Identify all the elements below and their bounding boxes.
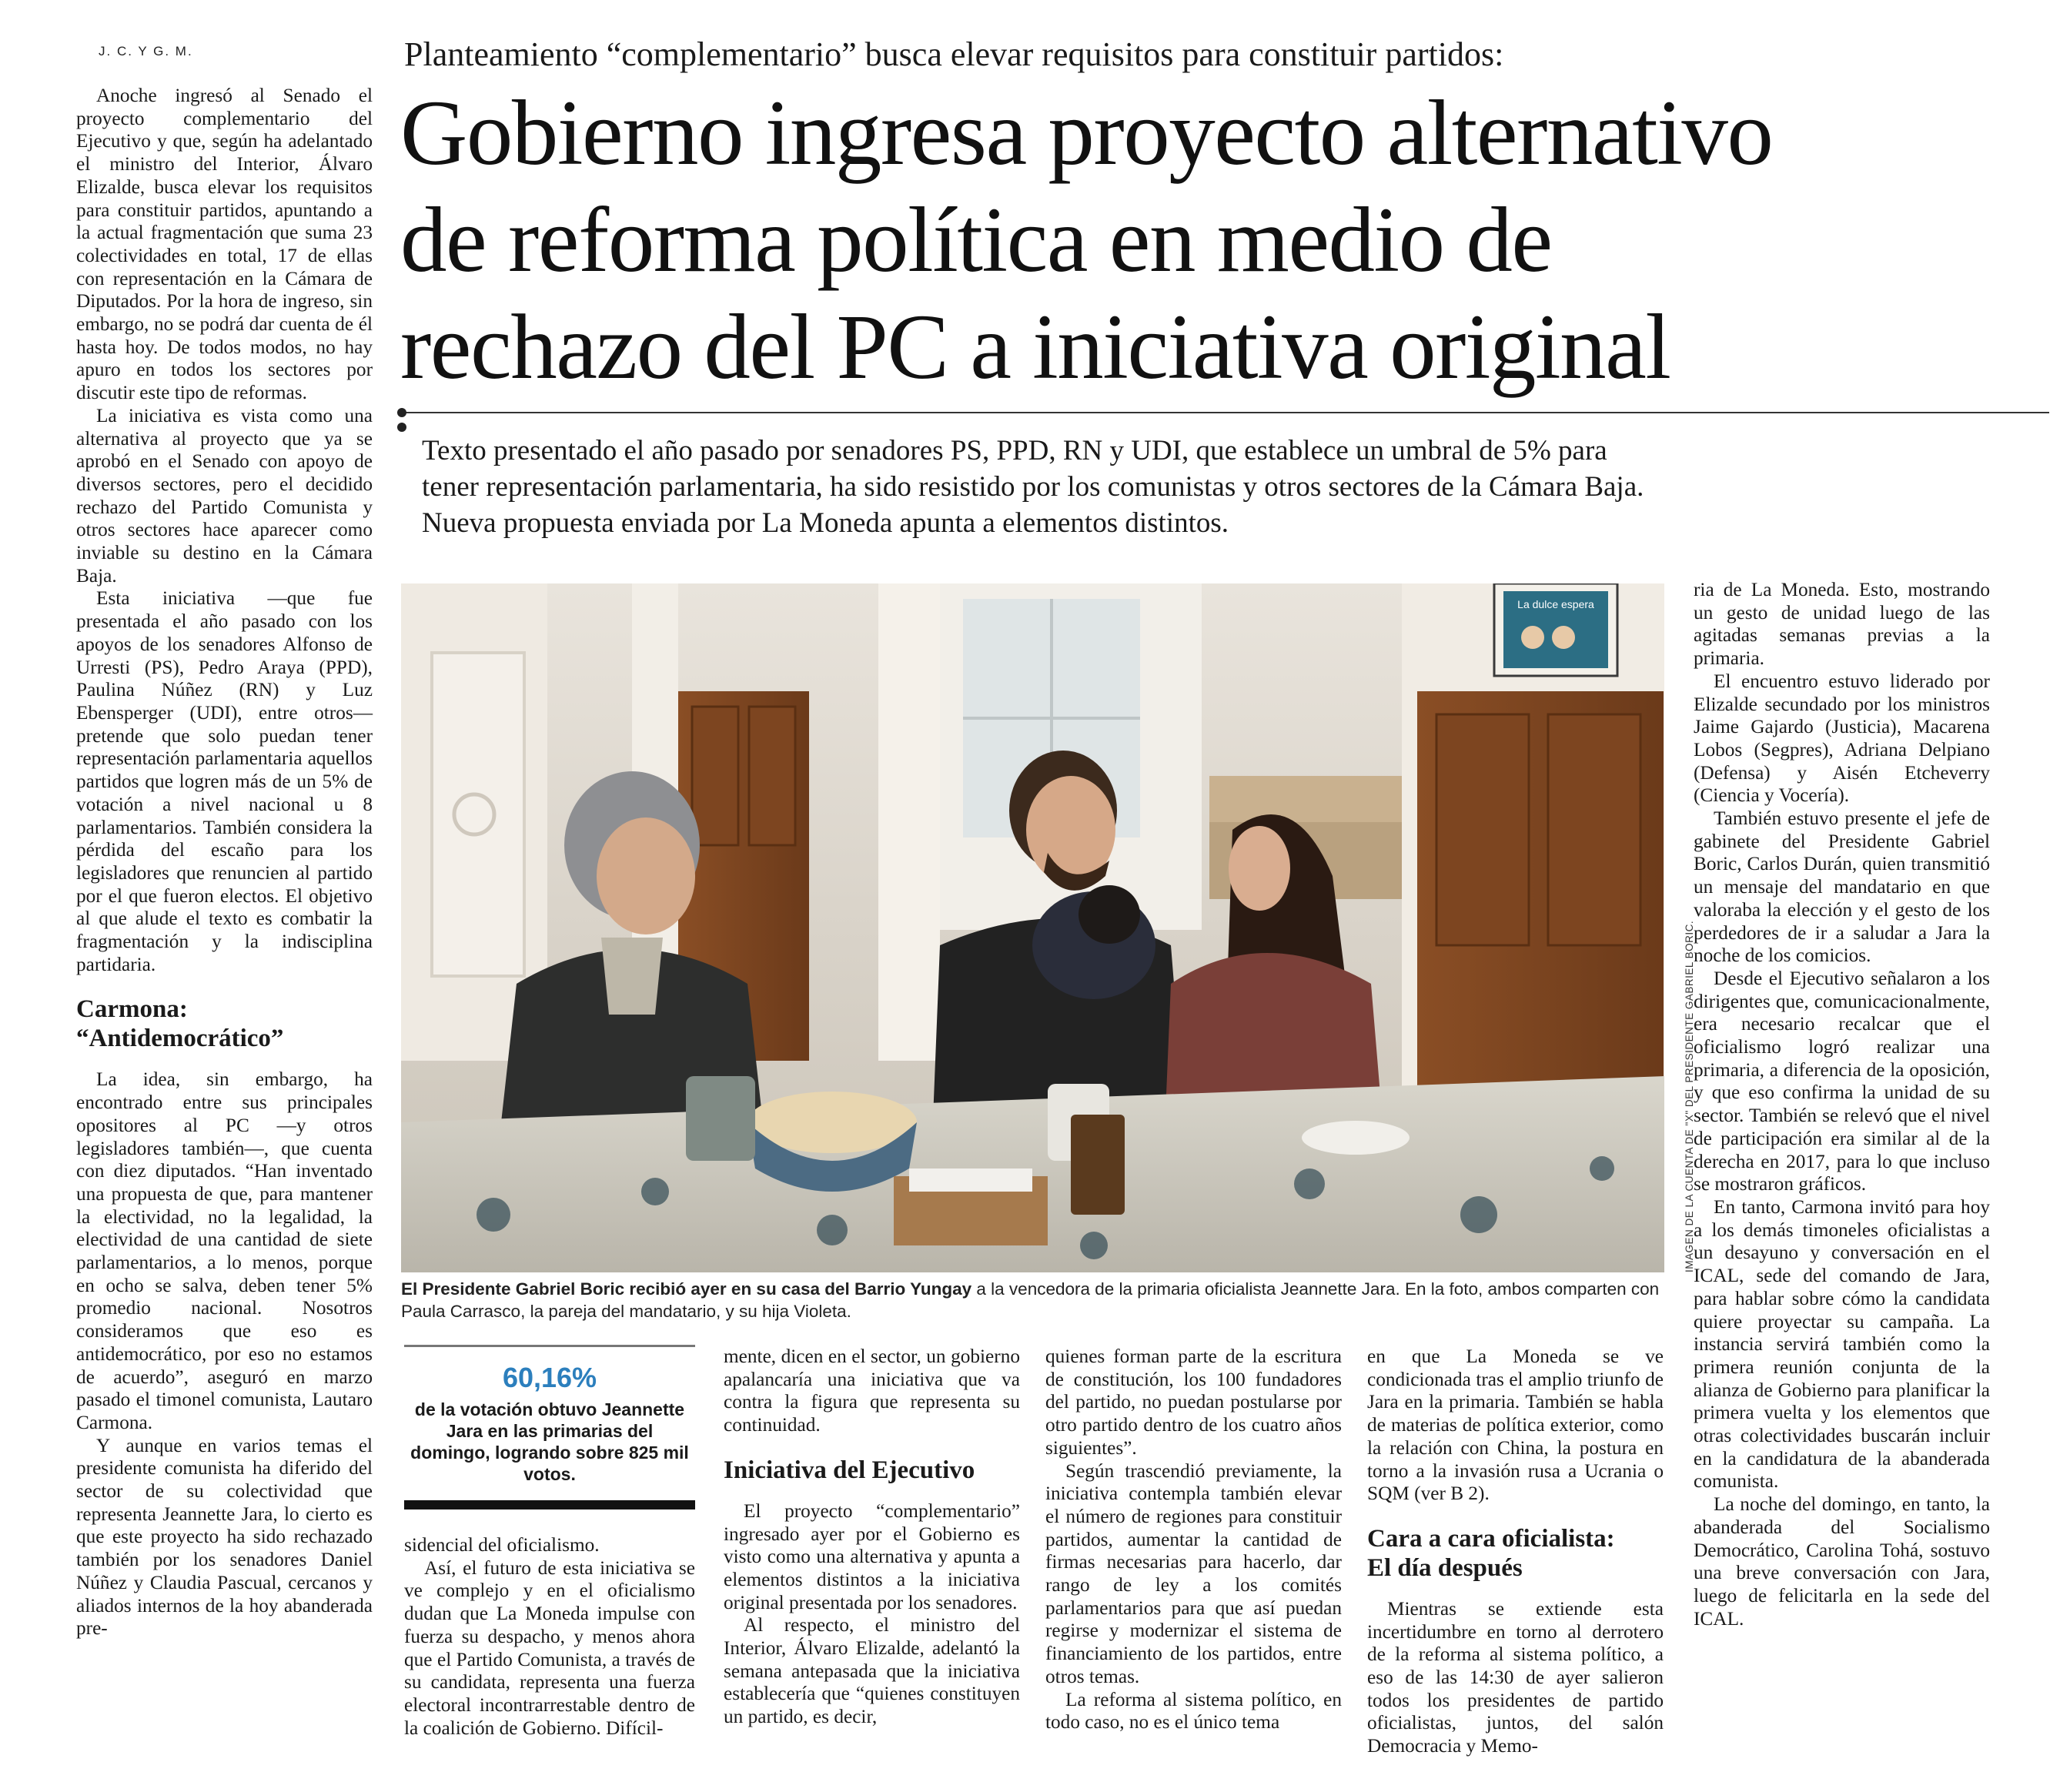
- stat-bottom-bar: [404, 1500, 695, 1509]
- headline-line-2: de reforma política en medio de: [400, 189, 1552, 292]
- paragraph: Según trascendió previamente, la iniciativa contempla también elevar el número de regiones para constituir partidos, aumentar la cantidad de firmas necesarias para hacerlo, dar rango de ley a los comités parlamentarios para que así puedan regirse y modernizar el sistema de financiamiento de los partidos, entre otros temas.: [1045, 1459, 1342, 1687]
- paragraph: Esta iniciativa —que fue presentada el año pasado con los apoyos de los senadores Alfonso de Urresti (PS), Pedro Araya (PPD), Paulina Núñez (RN) y Luz Ebensperger (UDI), entre otros— pretende que solo puedan tener representación parlamentaria aquellos partidos que logren más de un 5% de votación a nivel nacional u 8 parlamentarios. También considera la pérdida del escaño para los legisladores que renuncien al partido por el que fueron electos. El objetivo al que alude el texto es combatir la fragmentación y la indisciplina partidaria.: [76, 587, 373, 975]
- kicker: Planteamiento “complementario” busca elevar requisitos para constituir partidos:: [404, 35, 1504, 73]
- sign-text: La dulce espera: [1517, 598, 1594, 610]
- column-6: [1694, 579, 1990, 1630]
- subhead-line: El día después: [1367, 1553, 1523, 1582]
- subhead-line: Carmona:: [76, 995, 188, 1024]
- caption-bold: El Presidente Gabriel Boric recibió ayer en su casa del Barrio Yungay: [401, 1279, 972, 1299]
- subhead-cara-a-cara: [1367, 1524, 1664, 1583]
- subhead-line: “Antidemocrático”: [76, 1025, 284, 1053]
- column-1: [76, 85, 373, 1640]
- headline: [400, 80, 2055, 401]
- deck-bullet: [397, 423, 406, 432]
- paragraph: mente, dicen en el sector, un gobierno apalancaría una iniciativa que va contra la figura que representa su continuidad.: [724, 1346, 1020, 1436]
- deck-line-3: Nueva propuesta enviada por La Moneda apunta a elementos distintos.: [422, 507, 1229, 539]
- photo-caption: [401, 1278, 1664, 1322]
- paragraph: ria de La Moneda. Esto, mostrando un gesto de unidad luego de las agitadas semanas previas a la primaria.: [1694, 579, 1990, 670]
- deck-line-2: tener representación parlamentaria, ha sido resistido por los comunistas y otros sectores de la Cámara Baja.: [422, 471, 1644, 503]
- photo-credit: IMAGEN DE LA CUENTA DE "X" DEL PRESIDENTE GABRIEL BORIC.: [1684, 920, 1695, 1272]
- paragraph: Anoche ingresó al Senado el proyecto complementario del Ejecutivo y que, según ha adelantado el ministro del Interior, Álvaro Elizalde, busca elevar los requisitos para constituir partidos, apuntando a la actual fragmentación que suma 23 colectividades en total, 17 de ellas con representación en la Cámara de Diputados. Por la hora de ingreso, sin embargo, no se podrá dar cuenta de él hasta hoy. De todos modos, no hay apuro en todos los sectores por discutir este tipo de reformas.: [76, 85, 373, 404]
- deck: [422, 433, 2046, 541]
- byline: J. C. Y G. M.: [99, 44, 193, 59]
- paragraph: También estuvo presente el jefe de gabinete del Presidente Gabriel Boric, Carlos Durán, quien transmitió un mensaje del mandatario en que valoraba la elección y el gesto de los perdedores de ir a saludar a Jara la noche de los comicios.: [1694, 807, 1990, 967]
- paragraph: sidencial del oficialismo.: [404, 1534, 600, 1556]
- stat-top-rule: [404, 1345, 695, 1347]
- photo-illustration: [401, 583, 1664, 1272]
- paragraph: La iniciativa es vista como una alternativa al proyecto que ya se aprobó en el Senado con apoyo de diversos sectores, pero el decidido rechazo del Partido Comunista y otros sectores hace aparecer como inviable su destino en la Cámara Baja.: [76, 404, 373, 587]
- article-photo: [401, 583, 1664, 1272]
- paragraph: El encuentro estuvo liderado por Elizalde secundado por los ministros Jaime Gajardo (Justicia), Macarena Lobos (Segpres), Adriana Delpiano (Defensa) y Aisén Etcheverry (Ciencia y Vocería).: [1694, 670, 1990, 807]
- paragraph: Al respecto, el ministro del Interior, Álvaro Elizalde, adelantó la semana antepasada que la iniciativa establecería que “quienes constituyen un partido, es decir,: [724, 1614, 1020, 1728]
- paragraph: La noche del domingo, en tanto, la abanderada del Socialismo Democrático, Carolina Tohá, sostuvo una breve conversación con Jara, luego de felicitarla en la sede del ICAL.: [1694, 1493, 1990, 1630]
- caption-rest: a la vencedora de la primaria oficialista Jeannette Jara. En la foto, ambos comparten con Paula Carrasco, la pareja del mandatario, y su hija Violeta.: [401, 1279, 1660, 1321]
- paragraph: La idea, sin embargo, ha encontrado entre sus principales opositores al PC —y otros legisladores también—, que cuenta con diez diputados. “Han inventado una propuesta de que, para mantener la electividad, no la legalidad, la electividad de una cantidad de siete parlamentarios, a lo menos, porque en ocho se salva, deben tener 5% promedio nacional. Nosotros consideramos que eso es antidemocrático, por eso no estamos de acuerdo”, aseguró en marzo pasado el timonel comunista, Lautaro Carmona.: [76, 1068, 373, 1433]
- subhead-line: Cara a cara oficialista:: [1367, 1524, 1615, 1553]
- column-4: [1045, 1346, 1342, 1734]
- subhead-carmona: [76, 995, 373, 1053]
- column-2: [404, 1534, 695, 1740]
- paragraph: Desde el Ejecutivo señalaron a los dirigentes que, comunicacionalmente, era necesario recalcar que el oficialismo logró realizar una primaria, a diferencia de la oposición, y que eso confirma la unidad de su sector. También se relevó que el nivel de participación era similar al de la derecha en 2017, para lo que incluso se mostraron gráficos.: [1694, 967, 1990, 1195]
- paragraph: quienes forman parte de la escritura de constitución, los 100 fundadores del partido, no puedan postularse por otro partido dentro de los cuatro años siguientes”.: [1045, 1346, 1342, 1459]
- rule-dot: [397, 408, 406, 417]
- deck-line-1: Texto presentado el año pasado por senadores PS, PPD, RN y UDI, que establece un umbral de 5% para: [422, 435, 1607, 466]
- paragraph: en que La Moneda se ve condicionada tras el amplio triunfo de Jara en la primaria. También se habla de materias de política exterior, como la relación con China, la postura en torno a la invasión rusa a Ucrania o SQM (ver B 2).: [1367, 1346, 1664, 1505]
- paragraph: El proyecto “complementario” ingresado ayer por el Gobierno es visto como una alternativa y apunta a elementos distintos a la iniciativa original presentada por los senadores.: [724, 1499, 1020, 1613]
- paragraph: En tanto, Carmona invitó para hoy a los demás timoneles oficialistas a un desayuno y conversación en el ICAL, sede del comando de Jara, para hablar sobre cómo la candidata quiere proyectar su campaña. La instancia servirá también como la primera reunión conjunta de la alianza de Gobierno para planificar la primera vuelta y los elementos que otras colectividades buscarán incluir en la candidatura de la abanderada comunista.: [1694, 1195, 1990, 1493]
- paragraph: La reforma al sistema político, en todo caso, no es el único tema: [1045, 1688, 1342, 1733]
- column-5: [1367, 1346, 1664, 1758]
- subhead-iniciativa: Iniciativa del Ejecutivo: [724, 1456, 975, 1484]
- paragraph: Mientras se extiende esta incertidumbre en torno al derrotero de la reforma al sistema político, a eso de las 14:30 de ayer salieron todos los presidentes de partido oficialistas, juntos, del salón Democracia y Memo-: [1367, 1597, 1664, 1757]
- column-3: [724, 1346, 1020, 1729]
- stat-text: de la votación obtuvo Jeannette Jara en las primarias del domingo, logrando sobre 825 mil votos.: [410, 1399, 689, 1484]
- stat-box: [404, 1345, 695, 1509]
- paragraph: Así, el futuro de esta iniciativa se ve complejo y en el oficialismo dudan que La Moneda impulse con fuerza su despacho, y menos ahora que el Partido Comunista, a través de su candidata, representa una fuerza electoral incontrarrestable dentro de la coalición de Gobierno. Difícil-: [404, 1556, 695, 1739]
- headline-line-3: rechazo del PC a iniciativa original: [400, 296, 1670, 399]
- headline-rule: [402, 412, 2049, 413]
- stat-value: 60,16%: [502, 1362, 597, 1393]
- headline-line-1: Gobierno ingresa proyecto alternativo: [400, 82, 1773, 185]
- paragraph: Y aunque en varios temas el presidente comunista ha diferido del sector de su colectividad que representa Jeannette Jara, lo cierto es que este proyecto ha sido rechazado también por los senadores Daniel Núñez y Claudia Pascual, cercanos y aliados internos de la hoy abanderada pre-: [76, 1434, 373, 1640]
